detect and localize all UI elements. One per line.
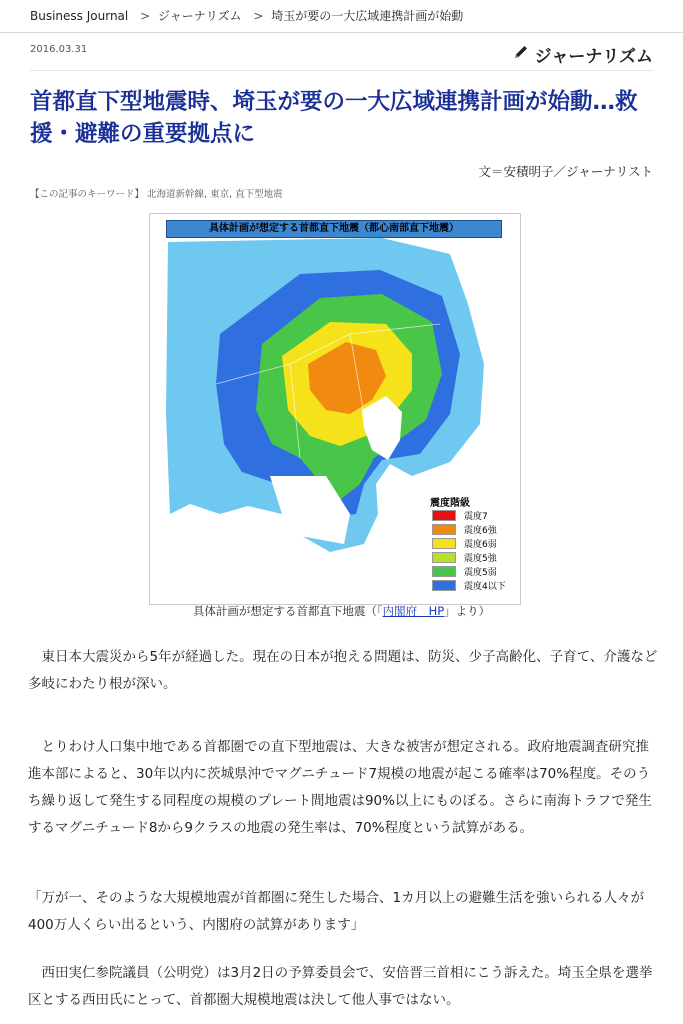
breadcrumb [30,7,463,24]
article-keywords: 【この記事のキーワード】 北海道新幹線, 東京, 直下型地震 [30,189,283,200]
legend-item [432,552,497,563]
breadcrumb-category-link[interactable]: ジャーナリズム [157,9,242,23]
caption-text-before: 具体計画が想定する首都直下地震（「 [192,604,383,618]
article-paragraph: 東日本大震災から5年が経過した。現在の日本が抱える問題は、防災、少子高齢化、子育て、介護など多岐にわたり根が深い。 [28,649,658,692]
legend-item [432,510,488,521]
breadcrumb-separator: > [140,9,151,23]
article-category-label: ジャーナリズム [534,47,653,67]
article-paragraph: とりわけ人口集中地である首都圏での直下型地震は、大きな被害が想定される。政府地震調査研究推進本部によると、30年以内に茨城県沖でマグニチュード7規模の地震が起こる確率は70%程度。そのうち繰り返して発生する同程度の規模のプレート間地震は90%以上にものぼる。さらに南海トラフで発生するマグニチュード8から9クラスの地震の発生率は、70%程度という試算がある。 [28,739,652,836]
legend-label: 震度6強 [464,526,497,536]
article-figure [149,213,521,605]
legend-swatch [432,510,456,521]
legend-label: 震度4以下 [464,582,506,592]
caption-source-link[interactable]: 内閣府 HP [382,604,445,618]
legend-label: 震度7 [464,512,488,522]
keywords-label: 【この記事のキーワード】 [30,189,145,200]
header-divider [30,70,653,71]
article-date: 2016.03.31 [30,44,88,55]
breadcrumb-current: 埼玉が要の一大広域連携計画が始動 [271,9,464,23]
legend-item [432,524,497,535]
legend-label: 震度5弱 [464,568,497,578]
legend-swatch [432,566,456,577]
legend-label: 震度6弱 [464,540,497,550]
pencil-icon [513,44,529,65]
article-title: 首都直下型地震時、埼玉が要の一大広域連携計画が始動…救援・避難の重要拠点に [30,89,638,147]
figure-caption [0,603,683,619]
keyword-link[interactable]: 北海道新幹線 [147,189,205,200]
keyword-link[interactable]: 東京 [210,189,230,200]
caption-text-after: 」より） [444,604,491,618]
keyword-link[interactable]: 直下型地震 [235,189,283,200]
article-category[interactable] [513,42,653,67]
map-title: 具体計画が想定する首都直下地震（都心南部直下地震） [166,220,502,238]
legend-title: 震度階級 [430,498,470,509]
legend-swatch [432,538,456,549]
map-legend [428,494,514,598]
legend-swatch [432,552,456,563]
article-paragraph: 西田実仁参院議員（公明党）は3月2日の予算委員会で、安倍晋三首相にこう訴えた。埼玉全県を選挙区とする西田氏にとって、首都圏大規模地震は決して他人事ではない。 [28,965,653,1008]
legend-swatch [432,524,456,535]
legend-label: 震度5強 [464,554,497,564]
legend-item [432,538,497,549]
legend-swatch [432,580,456,591]
breadcrumb-site-link[interactable]: Business Journal [30,9,129,23]
legend-item [432,566,497,577]
breadcrumb-separator: > [253,9,264,23]
legend-item [432,580,506,591]
article-quote: 「万が一、そのような大規模地震が首都圏に発生した場合、1カ月以上の避難生活を強いられる人々が400万人くらい出るという、内閣府の試算があります」 [28,890,645,933]
top-navigation-bar [0,0,683,33]
article-byline: 文＝安積明子／ジャーナリスト [478,164,653,179]
